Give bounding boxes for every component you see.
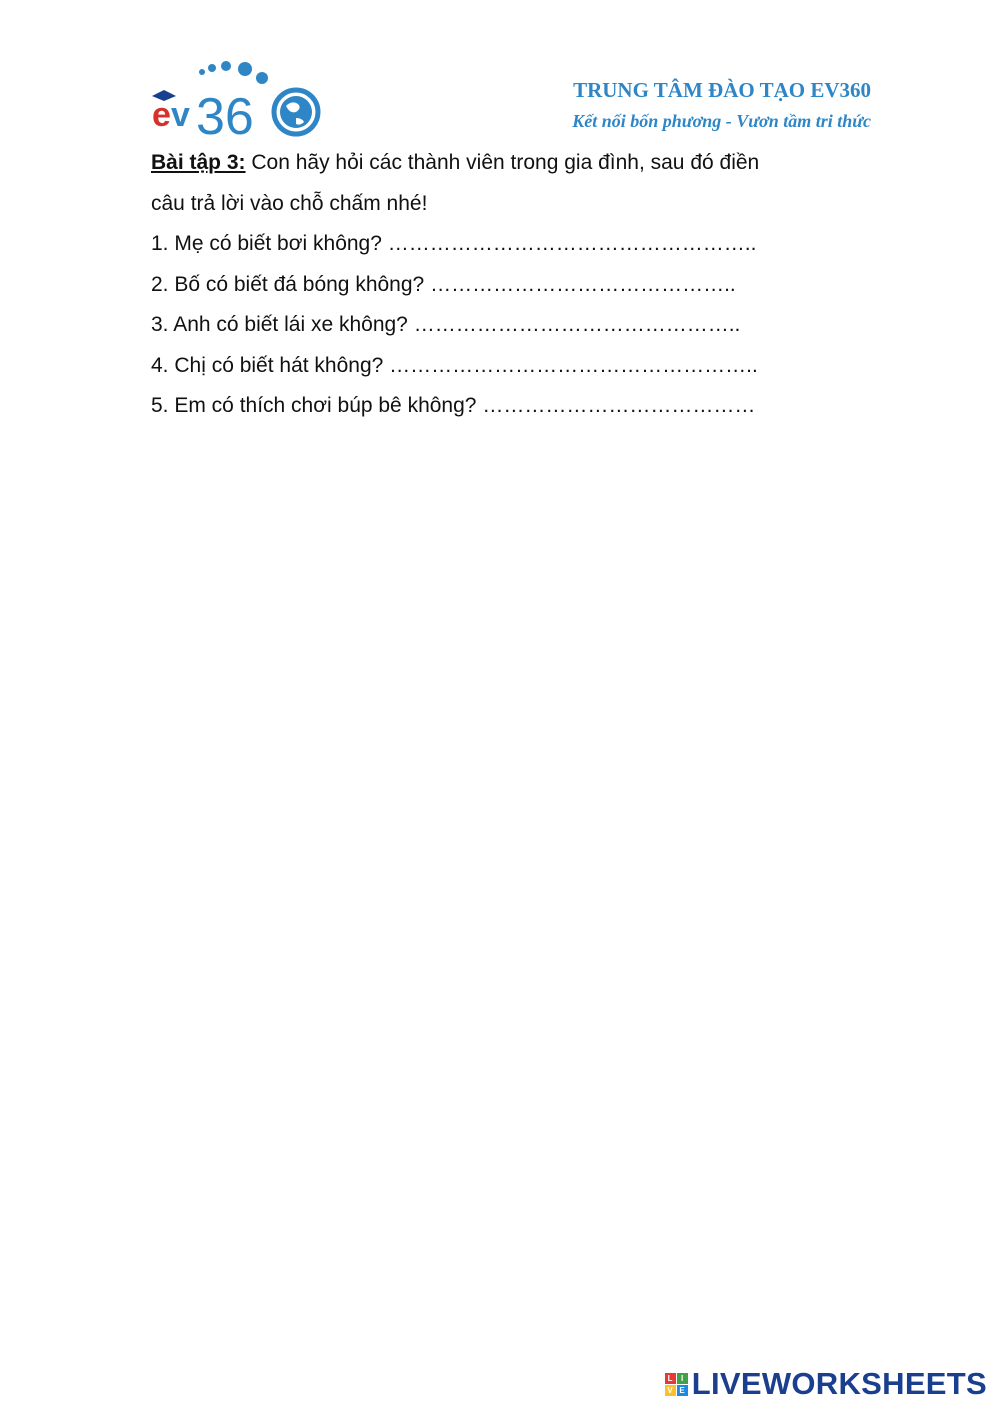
question-row-2: [151, 265, 871, 306]
question-text: 4. Chị có biết hát không?: [151, 353, 390, 377]
svg-text:e: e: [152, 96, 171, 134]
question-text: 1. Mẹ có biết bơi không?: [151, 232, 388, 255]
svg-text:v: v: [171, 96, 190, 134]
answer-blank[interactable]: ……………………………………..: [430, 272, 736, 296]
instruction-text-1: Con hãy hỏi các thành viên trong gia đình, sau đó điền: [245, 151, 760, 174]
question-text: 3. Anh có biết lái xe không?: [151, 313, 414, 336]
question-row-3: [151, 305, 871, 346]
exercise-content: [151, 143, 871, 427]
instruction-line-1: [151, 143, 871, 184]
question-row-4: [151, 346, 871, 387]
question-row-1: [151, 224, 871, 265]
question-text: 5. Em có thích chơi búp bê không?: [151, 394, 483, 417]
answer-blank[interactable]: ………………………………………..: [413, 313, 741, 336]
question-row-5: [151, 386, 871, 427]
instruction-line-2: câu trả lời vào chỗ chấm nhé!: [151, 191, 428, 215]
center-name: TRUNG TÂM ĐÀO TẠO EV360: [573, 78, 871, 102]
brand-text: LIVEWORKSHEETS: [691, 1366, 987, 1401]
question-text: 2. Bố có biết đá bóng không?: [151, 272, 431, 296]
liveworksheets-brand: [665, 1366, 987, 1402]
svg-text:36: 36: [196, 88, 254, 145]
answer-blank[interactable]: ……………………………………………..: [387, 232, 757, 255]
answer-blank[interactable]: ……………………………………………..: [389, 353, 758, 377]
ev360-logo: [150, 60, 325, 145]
slogan: Kết nối bốn phương - Vươn tầm tri thức: [572, 111, 871, 131]
liveworksheets-icon: L I V E: [665, 1373, 688, 1396]
answer-blank[interactable]: …………………………………: [482, 394, 756, 417]
exercise-label: Bài tập 3:: [151, 151, 246, 174]
